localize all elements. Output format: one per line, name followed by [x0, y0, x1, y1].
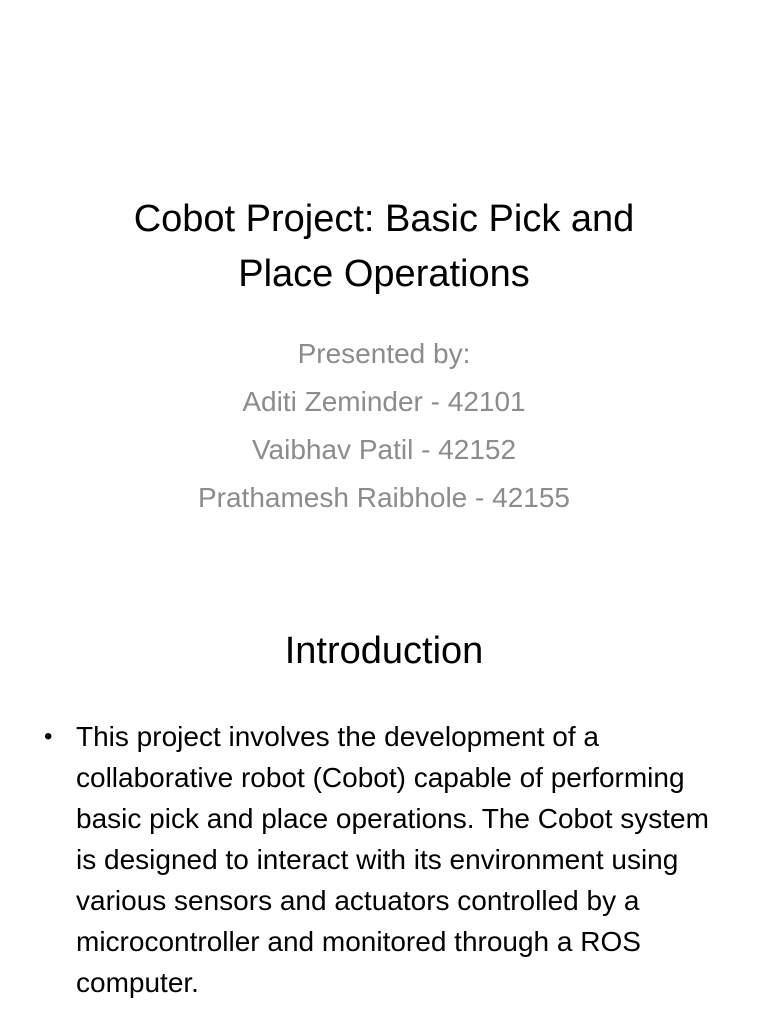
slide-title-line-2: Place Operations	[238, 253, 530, 295]
presenter-2: Vaibhav Patil - 42152	[251, 434, 517, 465]
introduction-slide	[0, 576, 768, 1024]
presented-by-label: Presented by:	[297, 338, 471, 369]
presenter-3: Prathamesh Raibhole - 42155	[197, 482, 570, 513]
bullet-item	[40, 716, 720, 1003]
presenters-block	[60, 330, 708, 522]
slide-title-line-1: Cobot Project: Basic Pick and	[133, 198, 635, 240]
introduction-heading: Introduction	[284, 630, 484, 672]
presenter-1: Aditi Zeminder - 42101	[242, 386, 526, 417]
bullet-list	[40, 716, 720, 1003]
slide-title	[60, 192, 708, 302]
bullet-text: This project involves the development of a collaborative robot (Cobot) capable of performing basic pick and place operations. The Cobot system is designed to interact with its environment using various sensors and actuators controlled by a microcontroller and monitored through a ROS computer.	[76, 721, 709, 998]
bullet-point-icon: •	[44, 723, 53, 750]
